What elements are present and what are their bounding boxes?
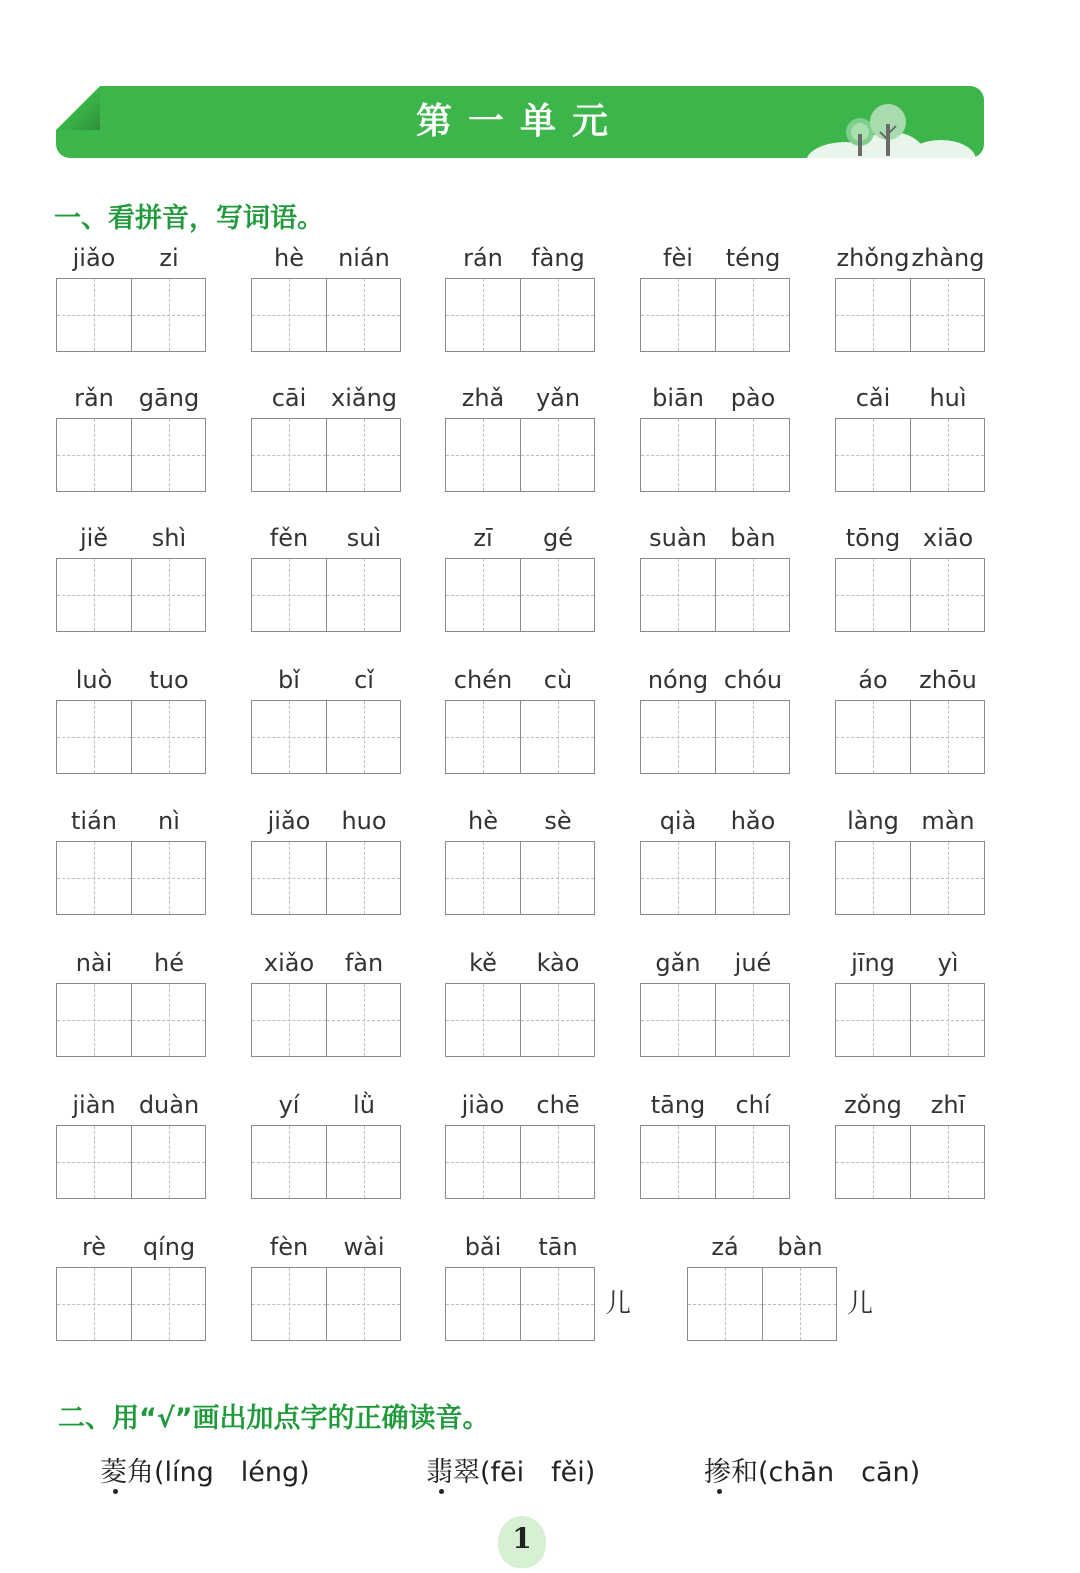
writing-cell[interactable] bbox=[252, 984, 326, 1056]
question-2: 翡翠(fēi fěi) bbox=[426, 1457, 596, 1488]
pinyin-label: shì bbox=[151, 524, 187, 552]
pinyin-label: yì bbox=[937, 949, 959, 977]
writing-grid bbox=[56, 278, 206, 352]
writing-cell[interactable] bbox=[326, 559, 400, 631]
pinyin-label: huo bbox=[341, 807, 387, 835]
emphasis-dot bbox=[439, 1489, 444, 1494]
pinyin-label: téng bbox=[725, 244, 781, 272]
writing-cell[interactable] bbox=[326, 842, 400, 914]
writing-cell[interactable] bbox=[57, 1268, 131, 1340]
writing-cell[interactable] bbox=[252, 842, 326, 914]
writing-cell[interactable] bbox=[252, 559, 326, 631]
pinyin-label: duàn bbox=[138, 1091, 200, 1119]
writing-grid bbox=[835, 418, 985, 492]
writing-cell[interactable] bbox=[836, 984, 910, 1056]
writing-grid bbox=[56, 841, 206, 915]
writing-cell[interactable] bbox=[520, 279, 594, 351]
writing-cell[interactable] bbox=[910, 984, 984, 1056]
pinyin-label: jiǎo bbox=[72, 244, 116, 272]
banner-fold-shadow bbox=[56, 86, 100, 130]
writing-grid bbox=[445, 983, 595, 1057]
writing-grid bbox=[56, 1125, 206, 1199]
writing-cell[interactable] bbox=[520, 701, 594, 773]
writing-cell[interactable] bbox=[57, 984, 131, 1056]
pinyin-label: zá bbox=[711, 1233, 739, 1261]
writing-grid bbox=[251, 1125, 401, 1199]
pinyin-label: rè bbox=[81, 1233, 107, 1261]
pinyin-label: kào bbox=[536, 949, 580, 977]
writing-cell[interactable] bbox=[910, 701, 984, 773]
pinyin-label: làng bbox=[847, 807, 899, 835]
writing-grid bbox=[251, 700, 401, 774]
section-2-title: 二、用“√”画出加点字的正确读音。 bbox=[58, 1403, 490, 1434]
writing-grid bbox=[640, 1125, 790, 1199]
writing-cell[interactable] bbox=[446, 701, 520, 773]
writing-cell[interactable] bbox=[836, 842, 910, 914]
writing-cell[interactable] bbox=[57, 701, 131, 773]
writing-grid bbox=[251, 278, 401, 352]
writing-grid bbox=[445, 558, 595, 632]
writing-grid bbox=[251, 983, 401, 1057]
pinyin-label: cù bbox=[543, 666, 573, 694]
writing-cell[interactable] bbox=[836, 279, 910, 351]
pinyin-label: jué bbox=[734, 949, 772, 977]
writing-grid bbox=[835, 700, 985, 774]
pinyin-label: hǎo bbox=[730, 807, 776, 835]
emphasis-dot bbox=[113, 1489, 118, 1494]
writing-grid bbox=[687, 1267, 837, 1341]
pinyin-label: gāng bbox=[138, 384, 200, 412]
writing-cell[interactable] bbox=[131, 559, 205, 631]
writing-cell[interactable] bbox=[326, 701, 400, 773]
pinyin-label: fàng bbox=[531, 244, 585, 272]
unit-title: 第一单元 bbox=[415, 101, 624, 142]
writing-grid bbox=[251, 418, 401, 492]
writing-cell[interactable] bbox=[688, 1268, 762, 1340]
writing-grid bbox=[835, 1125, 985, 1199]
pinyin-label: tōng bbox=[845, 524, 901, 552]
pinyin-label: nì bbox=[158, 807, 180, 835]
writing-cell[interactable] bbox=[762, 1268, 836, 1340]
writing-grid bbox=[56, 558, 206, 632]
writing-cell[interactable] bbox=[131, 279, 205, 351]
word-suffix: 儿 bbox=[605, 1289, 632, 1319]
pinyin-label: bǎi bbox=[464, 1233, 502, 1261]
pinyin-label: bǐ bbox=[278, 666, 300, 694]
writing-cell[interactable] bbox=[446, 419, 520, 491]
writing-cell[interactable] bbox=[520, 419, 594, 491]
pinyin-label: bàn bbox=[730, 524, 776, 552]
writing-grid bbox=[251, 558, 401, 632]
writing-cell[interactable] bbox=[326, 984, 400, 1056]
writing-cell[interactable] bbox=[715, 1126, 789, 1198]
pinyin-label: cǐ bbox=[354, 666, 374, 694]
pinyin-label: zī bbox=[473, 524, 493, 552]
writing-cell[interactable] bbox=[910, 1126, 984, 1198]
pinyin-label: lǜ bbox=[353, 1091, 375, 1119]
writing-cell[interactable] bbox=[641, 984, 715, 1056]
writing-grid bbox=[445, 278, 595, 352]
pinyin-label: suàn bbox=[649, 524, 707, 552]
writing-cell[interactable] bbox=[446, 1126, 520, 1198]
writing-grid bbox=[640, 841, 790, 915]
pinyin-label: biān bbox=[652, 384, 704, 412]
writing-cell[interactable] bbox=[326, 1126, 400, 1198]
pinyin-label: tián bbox=[71, 807, 117, 835]
pinyin-label: zhōu bbox=[919, 666, 977, 694]
writing-grid bbox=[251, 841, 401, 915]
writing-cell[interactable] bbox=[446, 984, 520, 1056]
writing-grid bbox=[640, 558, 790, 632]
pinyin-label: fèi bbox=[663, 244, 693, 272]
pinyin-label: chí bbox=[735, 1091, 771, 1119]
writing-cell[interactable] bbox=[57, 279, 131, 351]
writing-cell[interactable] bbox=[252, 419, 326, 491]
writing-grid bbox=[640, 418, 790, 492]
pinyin-label: hé bbox=[154, 949, 184, 977]
writing-cell[interactable] bbox=[57, 419, 131, 491]
writing-cell[interactable] bbox=[446, 559, 520, 631]
writing-cell[interactable] bbox=[910, 559, 984, 631]
pinyin-label: nóng bbox=[647, 666, 709, 694]
writing-cell[interactable] bbox=[57, 559, 131, 631]
pinyin-label: tuo bbox=[149, 666, 189, 694]
writing-grid bbox=[445, 700, 595, 774]
pinyin-label: jiàn bbox=[72, 1091, 116, 1119]
writing-cell[interactable] bbox=[910, 279, 984, 351]
pinyin-label: bàn bbox=[777, 1233, 823, 1261]
writing-grid bbox=[56, 983, 206, 1057]
pinyin-label: chén bbox=[453, 666, 513, 694]
writing-cell[interactable] bbox=[131, 701, 205, 773]
writing-cell[interactable] bbox=[520, 1126, 594, 1198]
writing-cell[interactable] bbox=[326, 1268, 400, 1340]
writing-cell[interactable] bbox=[641, 419, 715, 491]
pinyin-label: fàn bbox=[344, 949, 384, 977]
pinyin-label: gé bbox=[543, 524, 573, 552]
pinyin-label: jīng bbox=[851, 949, 895, 977]
writing-cell[interactable] bbox=[641, 842, 715, 914]
pinyin-label: rán bbox=[463, 244, 503, 272]
pinyin-label: jiào bbox=[461, 1091, 505, 1119]
question-1: 菱角(líng léng) bbox=[100, 1457, 310, 1488]
writing-cell[interactable] bbox=[131, 984, 205, 1056]
pinyin-label: xiǎo bbox=[263, 949, 315, 977]
pinyin-label: cāi bbox=[271, 384, 307, 412]
writing-cell[interactable] bbox=[446, 1268, 520, 1340]
writing-grid bbox=[640, 278, 790, 352]
writing-cell[interactable] bbox=[252, 1126, 326, 1198]
writing-grid bbox=[835, 278, 985, 352]
writing-grid bbox=[251, 1267, 401, 1341]
writing-cell[interactable] bbox=[131, 419, 205, 491]
writing-cell[interactable] bbox=[836, 701, 910, 773]
emphasis-dot bbox=[717, 1489, 722, 1494]
writing-grid bbox=[56, 1267, 206, 1341]
writing-cell[interactable] bbox=[715, 984, 789, 1056]
question-3: 掺和(chān cān) bbox=[704, 1457, 921, 1488]
pinyin-label: zǒng bbox=[844, 1091, 902, 1119]
pinyin-label: nài bbox=[75, 949, 113, 977]
section-1-title: 一、看拼音，写词语。 bbox=[54, 203, 324, 234]
pinyin-label: áo bbox=[858, 666, 888, 694]
tree-icon bbox=[836, 100, 916, 160]
writing-cell[interactable] bbox=[57, 1126, 131, 1198]
pinyin-label: tān bbox=[538, 1233, 578, 1261]
pinyin-label: chē bbox=[536, 1091, 580, 1119]
pinyin-label: zi bbox=[159, 244, 179, 272]
writing-grid bbox=[835, 983, 985, 1057]
pinyin-label: yǎn bbox=[535, 384, 581, 412]
writing-grid bbox=[445, 841, 595, 915]
pinyin-label: màn bbox=[921, 807, 975, 835]
pinyin-label: pào bbox=[730, 384, 776, 412]
word-suffix: 儿 bbox=[847, 1289, 874, 1319]
writing-grid bbox=[835, 841, 985, 915]
page-number: 1 bbox=[512, 1522, 532, 1555]
writing-cell[interactable] bbox=[131, 1268, 205, 1340]
writing-cell[interactable] bbox=[520, 842, 594, 914]
writing-cell[interactable] bbox=[446, 279, 520, 351]
writing-cell[interactable] bbox=[641, 559, 715, 631]
writing-cell[interactable] bbox=[252, 1268, 326, 1340]
writing-cell[interactable] bbox=[715, 559, 789, 631]
pinyin-label: suì bbox=[346, 524, 382, 552]
pinyin-label: tāng bbox=[650, 1091, 706, 1119]
writing-cell[interactable] bbox=[715, 419, 789, 491]
writing-cell[interactable] bbox=[641, 279, 715, 351]
writing-grid bbox=[56, 418, 206, 492]
pinyin-label: hè bbox=[468, 807, 498, 835]
pinyin-label: hè bbox=[274, 244, 304, 272]
writing-grid bbox=[835, 558, 985, 632]
pinyin-label: sè bbox=[544, 807, 572, 835]
pinyin-label: xiāo bbox=[922, 524, 974, 552]
writing-cell[interactable] bbox=[252, 701, 326, 773]
writing-cell[interactable] bbox=[836, 559, 910, 631]
writing-cell[interactable] bbox=[326, 279, 400, 351]
pinyin-label: zhǎ bbox=[461, 384, 505, 412]
writing-grid bbox=[445, 1267, 595, 1341]
pinyin-label: qíng bbox=[142, 1233, 196, 1261]
writing-cell[interactable] bbox=[641, 1126, 715, 1198]
pinyin-label: zhǒng bbox=[836, 244, 910, 272]
pinyin-label: luò bbox=[75, 666, 113, 694]
writing-cell[interactable] bbox=[520, 559, 594, 631]
writing-cell[interactable] bbox=[715, 842, 789, 914]
pinyin-label: qià bbox=[659, 807, 697, 835]
writing-grid bbox=[56, 700, 206, 774]
pinyin-label: fěn bbox=[269, 524, 309, 552]
pinyin-label: chóu bbox=[723, 666, 783, 694]
writing-cell[interactable] bbox=[641, 701, 715, 773]
pinyin-label: xiǎng bbox=[330, 384, 398, 412]
pinyin-label: yí bbox=[278, 1091, 300, 1119]
writing-cell[interactable] bbox=[326, 419, 400, 491]
writing-cell[interactable] bbox=[836, 419, 910, 491]
writing-cell[interactable] bbox=[520, 984, 594, 1056]
pinyin-label: huì bbox=[929, 384, 967, 412]
writing-cell[interactable] bbox=[715, 701, 789, 773]
pinyin-label: gǎn bbox=[655, 949, 701, 977]
writing-cell[interactable] bbox=[910, 842, 984, 914]
writing-grid bbox=[445, 1125, 595, 1199]
pinyin-label: nián bbox=[338, 244, 390, 272]
pinyin-label: zhàng bbox=[911, 244, 985, 272]
pinyin-label: jiě bbox=[79, 524, 109, 552]
writing-cell[interactable] bbox=[57, 842, 131, 914]
pinyin-label: fèn bbox=[269, 1233, 309, 1261]
writing-cell[interactable] bbox=[131, 1126, 205, 1198]
writing-grid bbox=[640, 983, 790, 1057]
pinyin-label: wài bbox=[343, 1233, 385, 1261]
pinyin-label: kě bbox=[469, 949, 497, 977]
writing-cell[interactable] bbox=[910, 419, 984, 491]
writing-cell[interactable] bbox=[446, 842, 520, 914]
pinyin-label: jiǎo bbox=[267, 807, 311, 835]
pinyin-label: cǎi bbox=[855, 384, 891, 412]
pinyin-label: zhī bbox=[930, 1091, 966, 1119]
writing-grid bbox=[445, 418, 595, 492]
writing-cell[interactable] bbox=[715, 279, 789, 351]
pinyin-label: rǎn bbox=[74, 384, 114, 412]
writing-grid bbox=[640, 700, 790, 774]
writing-cell[interactable] bbox=[252, 279, 326, 351]
writing-cell[interactable] bbox=[131, 842, 205, 914]
writing-cell[interactable] bbox=[520, 1268, 594, 1340]
writing-cell[interactable] bbox=[836, 1126, 910, 1198]
